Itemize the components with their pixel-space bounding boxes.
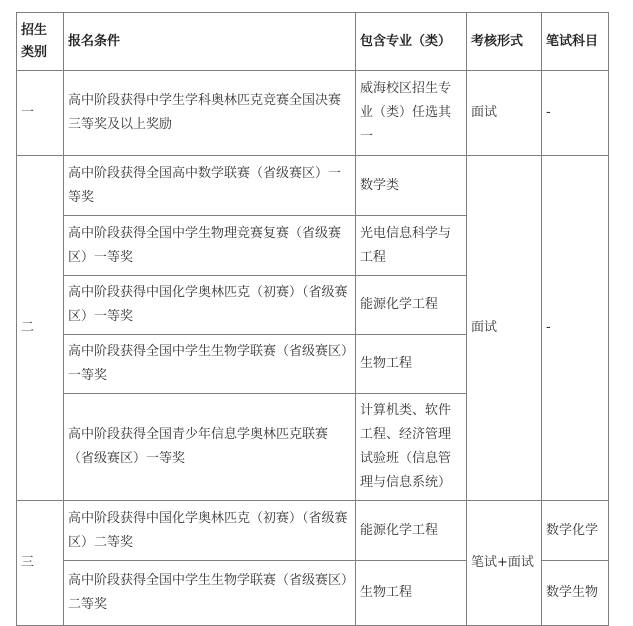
header-condition: 报名条件: [64, 13, 356, 71]
condition-cell: 高中阶段获得中国化学奥林匹克（初赛）（省级赛区）一等奖: [64, 276, 356, 335]
condition-cell: 高中阶段获得中学生学科奥林匹克竞赛全国决赛三等奖及以上奖励: [64, 71, 356, 156]
written-cell: 数学化学: [542, 501, 609, 561]
condition-cell: 高中阶段获得中国化学奥林匹克（初赛）（省级赛区）二等奖: [64, 501, 356, 561]
header-written: 笔试科目: [542, 13, 609, 71]
condition-cell: 高中阶段获得全国中学生生物学联赛（省级赛区）一等奖: [64, 335, 356, 394]
majors-cell: 能源化学工程: [356, 276, 467, 335]
header-majors: 包含专业（类）: [356, 13, 467, 71]
admission-table: [16, 12, 609, 626]
condition-cell: 高中阶段获得全国青少年信息学奥林匹克联赛（省级赛区）一等奖: [64, 394, 356, 501]
written-cell: 数学生物: [542, 561, 609, 626]
assessment-cell: 面试: [467, 71, 542, 156]
table-row: [17, 156, 609, 216]
majors-cell: 计算机类、软件工程、经济管理试验班（信息管理与信息系统）: [356, 394, 467, 501]
assessment-cell: 笔试+面试: [467, 501, 542, 626]
category-cell: 二: [17, 156, 64, 501]
category-cell: 一: [17, 71, 64, 156]
majors-cell: 能源化学工程: [356, 501, 467, 561]
majors-cell: 光电信息科学与工程: [356, 216, 467, 276]
header-assessment: 考核形式: [467, 13, 542, 71]
admission-table-container: [16, 12, 609, 626]
header-row: [17, 13, 609, 71]
written-cell: -: [542, 71, 609, 156]
assessment-cell: 面试: [467, 156, 542, 501]
majors-cell: 威海校区招生专业（类）任选其一: [356, 71, 467, 156]
table-row: [17, 71, 609, 156]
condition-cell: 高中阶段获得全国中学生生物学联赛（省级赛区）二等奖: [64, 561, 356, 626]
majors-cell: 生物工程: [356, 335, 467, 394]
majors-cell: 数学类: [356, 156, 467, 216]
condition-cell: 高中阶段获得全国高中数学联赛（省级赛区）一等奖: [64, 156, 356, 216]
condition-cell: 高中阶段获得全国中学生物理竞赛复赛（省级赛区）一等奖: [64, 216, 356, 276]
category-cell: 三: [17, 501, 64, 626]
table-row: [17, 501, 609, 561]
header-category: 招生类别: [17, 13, 64, 71]
majors-cell: 生物工程: [356, 561, 467, 626]
written-cell: -: [542, 156, 609, 501]
